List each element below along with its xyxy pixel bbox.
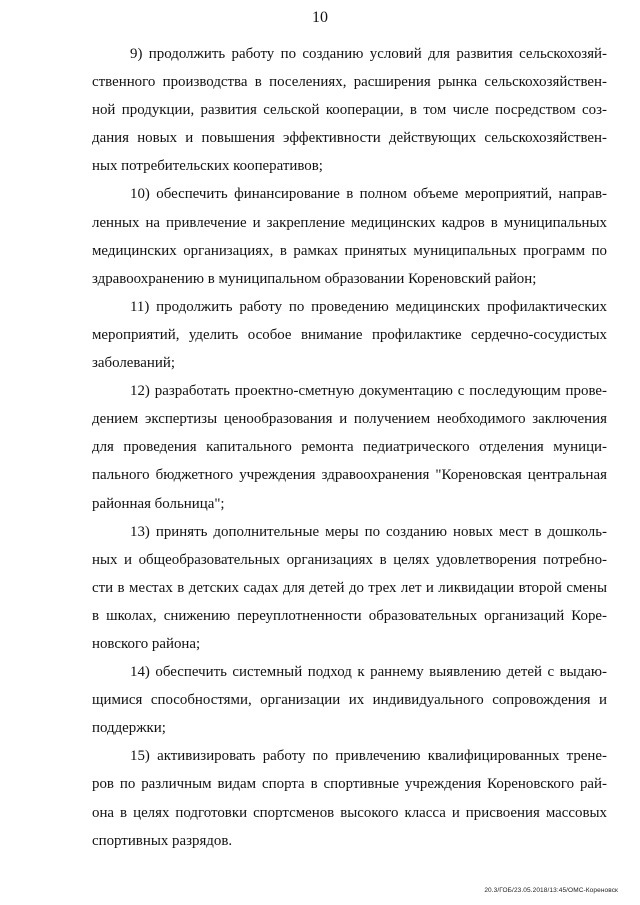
text-line: заболеваний; [92, 355, 175, 372]
text-line: мероприятий, уделить особое внимание профилактике сердечно-сосудистых [92, 326, 607, 343]
text-line: 12) разработать проектно-сметную документацию с последующим прове- [130, 383, 607, 400]
text-line: щимися способностями, организации их индивидуального сопровождения и [92, 692, 607, 709]
text-line: сти в местах в детских садах для детей до трех лет и ликвидации второй смены [92, 579, 607, 596]
text-line: ных потребительских кооперативов; [92, 158, 323, 175]
text-line: в школах, снижению переуплотненности образовательных организаций Коре- [92, 607, 607, 624]
text-line: 15) активизировать работу по привлечению квалифицированных трене- [130, 748, 607, 765]
text-line: дением экспертизы ценообразования и получением необходимого заключения [92, 411, 607, 428]
paragraph-item-9 [92, 40, 607, 180]
page-number: 10 [312, 9, 328, 26]
document-footer-stamp: 20.3/ГОБ/23.05.2018/13:45/ОМС-Кореновск [484, 887, 618, 894]
text-line: здравоохранению в муниципальном образовании Кореновский район; [92, 270, 537, 287]
text-line: поддержки; [92, 720, 166, 737]
text-line: дания новых и повышения эффективности действующих сельскохозяйствен- [92, 130, 607, 147]
text-line: для проведения капитального ремонта педиатрического отделения муници- [92, 439, 607, 456]
text-line: районная больница"; [92, 495, 225, 512]
text-line: 9) продолжить работу по созданию условий для развития сельскохозяй- [130, 46, 607, 62]
text-line: ров по различным видам спорта в спортивные учреждения Кореновского рай- [92, 776, 607, 793]
text-line: ленных на привлечение и закрепление медицинских кадров в муниципальных [92, 214, 607, 231]
text-line: пального бюджетного учреждения здравоохранения "Кореновская центральная [92, 467, 607, 484]
text-line: спортивных разрядов. [92, 832, 233, 849]
paragraph-item-13 [92, 518, 607, 658]
text-line: медицинских организациях, в рамках принятых муниципальных программ по [92, 242, 607, 259]
text-line: 10) обеспечить финансирование в полном объеме мероприятий, направ- [130, 186, 607, 203]
text-line: ственного производства в поселениях, расширения рынка сельскохозяйствен- [92, 74, 607, 91]
text-line: 13) принять дополнительные меры по созданию новых мест в дошколь- [130, 523, 607, 540]
text-line: 11) продолжить работу по проведению медицинских профилактических [130, 298, 607, 315]
paragraph-item-14 [92, 658, 607, 742]
text-line: 14) обеспечить системный подход к раннему выявлению детей с выдаю- [130, 664, 607, 681]
document-body [92, 40, 607, 855]
text-line: новского района; [92, 635, 201, 652]
paragraph-item-10 [92, 180, 607, 292]
paragraph-item-12 [92, 377, 607, 517]
text-line: ных и общеобразовательных организациях в целях удовлетворения потребно- [92, 551, 607, 568]
text-line: она в целях подготовки спортсменов высокого класса и присвоения массовых [92, 804, 607, 821]
paragraph-item-11 [92, 293, 607, 377]
paragraph-item-15 [92, 742, 607, 854]
text-line: ной продукции, развития сельской кооперации, в том числе посредством соз- [92, 102, 607, 119]
